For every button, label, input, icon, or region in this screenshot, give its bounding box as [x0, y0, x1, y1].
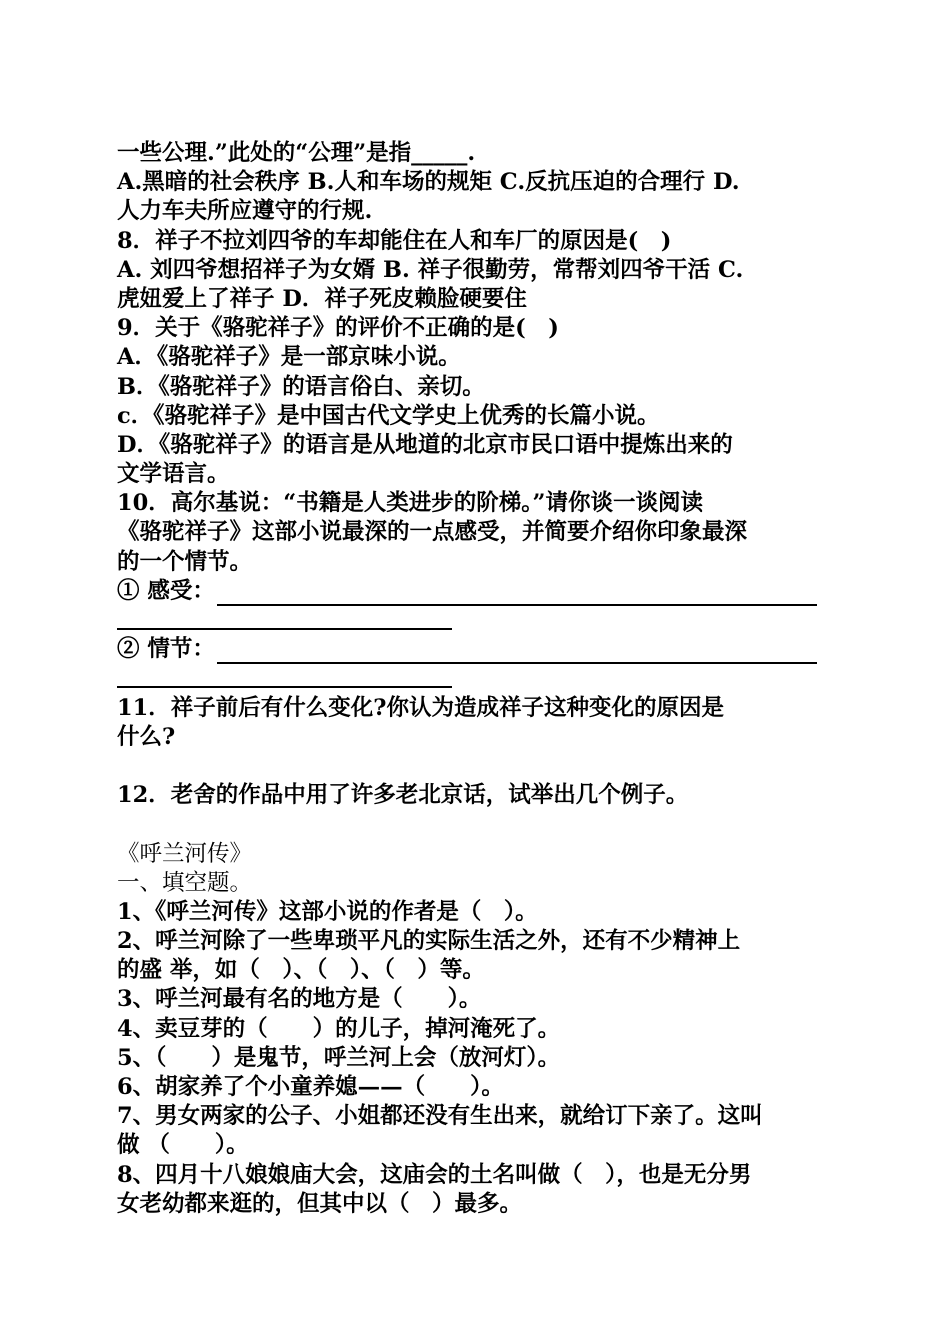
q7-option-d: 人力车夫所应遵守的行规.: [117, 198, 373, 225]
q9-option-b: B．《骆驼祥子》的语言俗白、亲切。: [117, 373, 485, 400]
q9-option-d: D．《骆驼祥子》的语言是从地道的北京市民口语中提炼出来的: [117, 431, 733, 458]
q8-options: A. 刘四爷想招祥子为女婿 B. 祥子很勤劳，常帮刘四爷干活 C.: [117, 256, 744, 283]
document-page: [117, 139, 817, 1219]
fill-q2-cont: 的盛 举，如（ ）、（ ）、（ ）等。: [117, 957, 485, 984]
fill-q2: 2、呼兰河除了一些卑琐平凡的实际生活之外，还有不少精神上: [117, 928, 741, 955]
plot-answer-line-2[interactable]: [117, 664, 452, 688]
q8-options-cont: 虎妞爱上了祥子 D．祥子死皮赖脸硬要住: [117, 285, 527, 312]
q10-stem-cont: 《骆驼祥子》这部小说最深的一点感受，并简要介绍你印象最深: [117, 519, 748, 546]
feeling-answer-row: [117, 577, 817, 606]
fill-blank-heading: 一、填空题。: [117, 869, 253, 896]
q10-stem: 10．高尔基说：“书籍是人类进步的阶梯。”请你谈一谈阅读: [117, 490, 703, 517]
q12-stem: 12．老舍的作品中用了许多老北京话，试举出几个例子。: [117, 782, 689, 809]
q9-stem: 9．关于《骆驼祥子》的评价不正确的是( ): [117, 315, 559, 342]
feeling-label: ① 感受：: [117, 577, 215, 604]
section-title: 《呼兰河传》: [117, 840, 253, 867]
feeling-answer-line-2-row: [117, 606, 817, 635]
fill-q8-cont: 女老幼都来逛的，但其中以（ ）最多。: [117, 1190, 523, 1217]
q9-option-c: c．《骆驼祥子》是中国古代文学史上优秀的长篇小说。: [117, 402, 660, 429]
fill-q5: 5、（ ）是鬼节，呼兰河上会（放河灯）。: [117, 1044, 561, 1071]
spacer: [117, 810, 817, 839]
fill-q4: 4、卖豆芽的（ ）的儿子，掉河淹死了。: [117, 1015, 561, 1042]
plot-answer-row: [117, 635, 817, 664]
q10-stem-end: 的一个情节。: [117, 548, 253, 575]
plot-label: ② 情节：: [117, 636, 215, 663]
plot-answer-line[interactable]: [217, 640, 817, 664]
q8-stem: 8．祥子不拉刘四爷的车却能住在人和车厂的原因是( ): [117, 227, 672, 254]
plot-answer-line-2-row: [117, 664, 817, 693]
spacer: [117, 752, 817, 781]
fill-q7-cont: 做 （ ）。: [117, 1132, 249, 1159]
fill-q7: 7、男女两家的公子、小姐都还没有生出来，就给订下亲了。这叫: [117, 1103, 763, 1130]
fill-q6: 6、胡家养了个小童养媳——（ ）。: [117, 1074, 504, 1100]
q7-options: A.黑暗的社会秩序 B.人和车场的规矩 C.反抗压迫的合理行 D.: [117, 169, 740, 196]
fill-q3: 3、呼兰河最有名的地方是（ ）。: [117, 986, 482, 1013]
q11-stem: 11．祥子前后有什么变化?你认为造成祥子这种变化的原因是: [117, 694, 724, 721]
q9-option-a: A．《骆驼祥子》是一部京味小说。: [117, 344, 461, 371]
fill-q1: 1、《呼兰河传》这部小说的作者是（ ）。: [117, 898, 538, 925]
fill-q8: 8、四月十八娘娘庙大会，这庙会的土名叫做（ ），也是无分男: [117, 1161, 752, 1188]
feeling-answer-line[interactable]: [217, 582, 817, 606]
q7-stem-end: 一些公理.”此处的“公理”是指_____.: [117, 140, 476, 166]
q11-stem-end: 什么?: [117, 723, 176, 750]
q9-option-d-cont: 文学语言。: [117, 461, 230, 488]
feeling-answer-line-2[interactable]: [117, 606, 452, 630]
